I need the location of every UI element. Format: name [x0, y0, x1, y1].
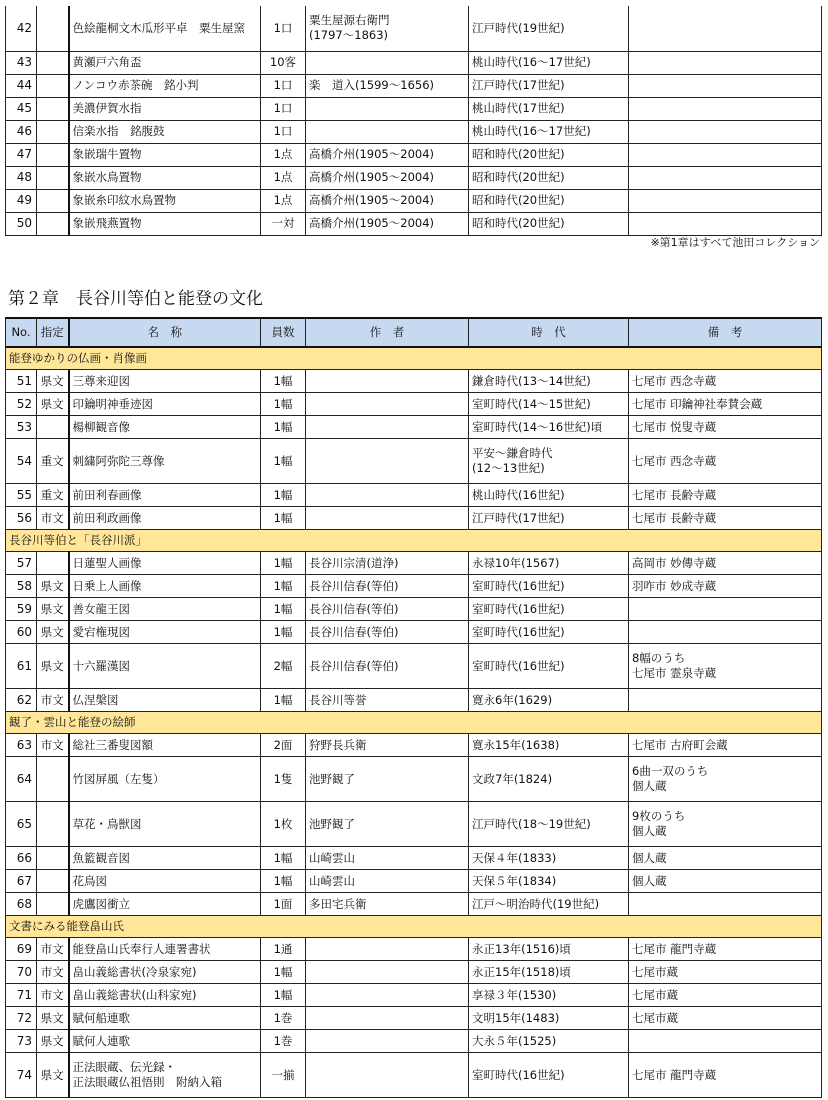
chapter2-table	[5, 317, 822, 1098]
cell-period: 文明15年(1483)	[469, 1007, 629, 1030]
cell-designation: 市文	[37, 507, 69, 530]
cell-quantity: 1幅	[261, 984, 306, 1007]
cell-author: 長谷川信春(等伯)	[306, 598, 469, 621]
cell-note: 七尾市 西念寺蔵	[629, 370, 822, 393]
table-row	[6, 212, 822, 235]
cell-name: 三尊来迎図	[69, 370, 261, 393]
cell-designation	[37, 74, 69, 97]
header-no: No.	[6, 318, 37, 347]
chapter1-footnote: ※第1章はすべて池田コレクション	[650, 236, 820, 249]
cell-name: 畠山義総書状(山科家宛)	[69, 984, 261, 1007]
cell-no: 52	[6, 393, 37, 416]
cell-period: 享禄３年(1530)	[469, 984, 629, 1007]
cell-quantity: 一対	[261, 212, 306, 235]
table-row	[6, 689, 822, 712]
cell-note: 七尾市蔵	[629, 1007, 822, 1030]
cell-no: 51	[6, 370, 37, 393]
table-row	[6, 74, 822, 97]
header-author: 作 者	[306, 318, 469, 347]
cell-designation	[37, 6, 69, 51]
cell-no: 69	[6, 938, 37, 961]
table-row	[6, 870, 822, 893]
cell-designation: 市文	[37, 961, 69, 984]
cell-designation	[37, 97, 69, 120]
cell-name: 賦何人連歌	[69, 1030, 261, 1053]
cell-designation: 県文	[37, 598, 69, 621]
cell-name: 印鑰明神垂迹図	[69, 393, 261, 416]
cell-period: 桃山時代(16世紀)	[469, 484, 629, 507]
cell-author	[306, 938, 469, 961]
cell-note: 七尾市蔵	[629, 961, 822, 984]
table-row	[6, 552, 822, 575]
cell-name: 善女龍王図	[69, 598, 261, 621]
cell-name: 信楽水指 銘腹鼓	[69, 120, 261, 143]
cell-period: 天保５年(1834)	[469, 870, 629, 893]
cell-author: 高橋介州(1905～2004)	[306, 143, 469, 166]
cell-name: 前田利春画像	[69, 484, 261, 507]
cell-author	[306, 1007, 469, 1030]
cell-designation: 県文	[37, 393, 69, 416]
cell-no: 45	[6, 97, 37, 120]
cell-quantity: 2幅	[261, 644, 306, 689]
cell-name: 草花・鳥獣図	[69, 802, 261, 847]
cell-quantity: 1幅	[261, 961, 306, 984]
cell-note: 9枚のうち 個人蔵	[629, 802, 822, 847]
cell-quantity: 1巻	[261, 1030, 306, 1053]
cell-name: 黄瀬戸六角盃	[69, 51, 261, 74]
cell-no: 56	[6, 507, 37, 530]
cell-note: 七尾市 悦叟寺蔵	[629, 416, 822, 439]
cell-no: 43	[6, 51, 37, 74]
cell-period: 江戸時代(17世紀)	[469, 507, 629, 530]
cell-period: 室町時代(16世紀)	[469, 644, 629, 689]
table-row	[6, 6, 822, 51]
cell-name: 美濃伊賀水指	[69, 97, 261, 120]
cell-author: 池野観了	[306, 802, 469, 847]
cell-no: 61	[6, 644, 37, 689]
cell-name: 畠山義総書状(冷泉家宛)	[69, 961, 261, 984]
cell-no: 50	[6, 212, 37, 235]
cell-author: 長谷川信春(等伯)	[306, 621, 469, 644]
cell-designation: 県文	[37, 621, 69, 644]
cell-period: 室町時代(16世紀)	[469, 575, 629, 598]
table-row	[6, 575, 822, 598]
cell-period: 桃山時代(17世紀)	[469, 97, 629, 120]
cell-note: 七尾市 長齢寺蔵	[629, 507, 822, 530]
cell-no: 67	[6, 870, 37, 893]
table-row	[6, 120, 822, 143]
cell-period: 江戸時代(17世紀)	[469, 74, 629, 97]
cell-period: 永正13年(1516)頃	[469, 938, 629, 961]
chapter1-table	[5, 6, 822, 236]
cell-no: 42	[6, 6, 37, 51]
cell-no: 53	[6, 416, 37, 439]
cell-note	[629, 143, 822, 166]
cell-period: 桃山時代(16～17世紀)	[469, 51, 629, 74]
cell-note	[629, 97, 822, 120]
cell-name: 象嵌水鳥置物	[69, 166, 261, 189]
cell-quantity: 1点	[261, 166, 306, 189]
cell-quantity: 2面	[261, 734, 306, 757]
cell-name: 前田利政画像	[69, 507, 261, 530]
cell-quantity: 1点	[261, 189, 306, 212]
cell-period: 寛永15年(1638)	[469, 734, 629, 757]
cell-no: 44	[6, 74, 37, 97]
cell-note	[629, 166, 822, 189]
cell-period: 室町時代(16世紀)	[469, 621, 629, 644]
cell-quantity: 1点	[261, 143, 306, 166]
cell-period: 昭和時代(20世紀)	[469, 189, 629, 212]
cell-author: 山崎雲山	[306, 870, 469, 893]
cell-quantity: 1隻	[261, 757, 306, 802]
cell-author	[306, 1030, 469, 1053]
cell-note: 8幅のうち 七尾市 霊泉寺蔵	[629, 644, 822, 689]
section-title: 文書にみる能登畠山氏	[6, 916, 822, 938]
cell-quantity: 1枚	[261, 802, 306, 847]
header-note: 備 考	[629, 318, 822, 347]
cell-quantity: 1幅	[261, 393, 306, 416]
cell-author	[306, 439, 469, 484]
cell-name: 花鳥図	[69, 870, 261, 893]
cell-no: 73	[6, 1030, 37, 1053]
cell-no: 46	[6, 120, 37, 143]
cell-quantity: 一揃	[261, 1053, 306, 1098]
table-row	[6, 1053, 822, 1098]
cell-period: 室町時代(16世紀)	[469, 598, 629, 621]
cell-quantity: 1幅	[261, 598, 306, 621]
cell-period: 寛永6年(1629)	[469, 689, 629, 712]
cell-author: 楽 道入(1599～1656)	[306, 74, 469, 97]
cell-author	[306, 416, 469, 439]
cell-no: 59	[6, 598, 37, 621]
table-row	[6, 143, 822, 166]
cell-designation	[37, 143, 69, 166]
table-row	[6, 598, 822, 621]
cell-author: 長谷川等誉	[306, 689, 469, 712]
cell-note	[629, 120, 822, 143]
cell-quantity: 1口	[261, 6, 306, 51]
cell-note	[629, 189, 822, 212]
cell-note: 七尾市 龍門寺蔵	[629, 1053, 822, 1098]
cell-note	[629, 74, 822, 97]
table-row	[6, 734, 822, 757]
cell-designation: 県文	[37, 370, 69, 393]
header-name: 名 称	[69, 318, 261, 347]
table-row	[6, 370, 822, 393]
cell-designation	[37, 552, 69, 575]
cell-period: 室町時代(14～15世紀)	[469, 393, 629, 416]
cell-author: 高橋介州(1905～2004)	[306, 212, 469, 235]
cell-name: 仏涅槃図	[69, 689, 261, 712]
cell-no: 63	[6, 734, 37, 757]
cell-designation	[37, 893, 69, 916]
cell-note	[629, 212, 822, 235]
cell-quantity: 1幅	[261, 870, 306, 893]
cell-designation	[37, 870, 69, 893]
table-row	[6, 416, 822, 439]
cell-period: 天保４年(1833)	[469, 847, 629, 870]
cell-name: 日乗上人画像	[69, 575, 261, 598]
cell-note: 七尾市 印鑰神社奉賛会蔵	[629, 393, 822, 416]
cell-note	[629, 621, 822, 644]
section-row	[6, 530, 822, 552]
section-title: 観了・雲山と能登の絵師	[6, 712, 822, 734]
cell-author: 狩野長兵衛	[306, 734, 469, 757]
cell-designation: 市文	[37, 984, 69, 1007]
cell-no: 65	[6, 802, 37, 847]
cell-note	[629, 51, 822, 74]
cell-name: 刺繍阿弥陀三尊像	[69, 439, 261, 484]
cell-author	[306, 393, 469, 416]
cell-author	[306, 120, 469, 143]
cell-no: 74	[6, 1053, 37, 1098]
cell-author: 長谷川信春(等伯)	[306, 644, 469, 689]
cell-quantity: 1幅	[261, 507, 306, 530]
cell-name: 象嵌瑞牛置物	[69, 143, 261, 166]
cell-no: 66	[6, 847, 37, 870]
cell-no: 57	[6, 552, 37, 575]
table-row	[6, 961, 822, 984]
cell-period: 江戸時代(18～19世紀)	[469, 802, 629, 847]
cell-designation: 県文	[37, 644, 69, 689]
table-row	[6, 802, 822, 847]
cell-note: 七尾市 古府町会蔵	[629, 734, 822, 757]
cell-author	[306, 1053, 469, 1098]
cell-quantity: 1面	[261, 893, 306, 916]
header-quantity: 員数	[261, 318, 306, 347]
cell-name: 象嵌糸印紋水鳥置物	[69, 189, 261, 212]
cell-author	[306, 370, 469, 393]
cell-designation	[37, 51, 69, 74]
cell-note: 個人蔵	[629, 847, 822, 870]
cell-designation: 重文	[37, 484, 69, 507]
table-row	[6, 644, 822, 689]
cell-no: 49	[6, 189, 37, 212]
cell-quantity: 1通	[261, 938, 306, 961]
cell-name: 楊柳観音像	[69, 416, 261, 439]
table-row	[6, 393, 822, 416]
cell-author: 多田宅兵衛	[306, 893, 469, 916]
cell-period: 永禄10年(1567)	[469, 552, 629, 575]
cell-quantity: 1幅	[261, 847, 306, 870]
cell-period: 鎌倉時代(13～14世紀)	[469, 370, 629, 393]
table-row	[6, 1007, 822, 1030]
cell-note	[629, 689, 822, 712]
table-row	[6, 621, 822, 644]
cell-no: 58	[6, 575, 37, 598]
cell-author: 池野観了	[306, 757, 469, 802]
table-header-row	[6, 318, 822, 347]
cell-designation	[37, 166, 69, 189]
cell-period: 室町時代(14～16世紀)頃	[469, 416, 629, 439]
table-row	[6, 439, 822, 484]
cell-period: 室町時代(16世紀)	[469, 1053, 629, 1098]
cell-name: 虎鷹図衝立	[69, 893, 261, 916]
table-row	[6, 166, 822, 189]
cell-quantity: 10客	[261, 51, 306, 74]
cell-designation: 県文	[37, 1007, 69, 1030]
cell-designation: 市文	[37, 734, 69, 757]
cell-no: 55	[6, 484, 37, 507]
cell-name: 能登畠山氏奉行人連署書状	[69, 938, 261, 961]
cell-designation: 市文	[37, 938, 69, 961]
cell-name: 愛宕権現図	[69, 621, 261, 644]
cell-note: 七尾市蔵	[629, 984, 822, 1007]
cell-author: 長谷川宗清(道浄)	[306, 552, 469, 575]
cell-no: 48	[6, 166, 37, 189]
cell-no: 62	[6, 689, 37, 712]
cell-note	[629, 1030, 822, 1053]
table-row	[6, 484, 822, 507]
cell-quantity: 1幅	[261, 484, 306, 507]
header-period: 時 代	[469, 318, 629, 347]
section-row	[6, 916, 822, 938]
cell-author: 高橋介州(1905～2004)	[306, 189, 469, 212]
header-designation: 指定	[37, 318, 69, 347]
cell-name: 色絵龍桐文木瓜形平卓 粟生屋窯	[69, 6, 261, 51]
table-row	[6, 938, 822, 961]
cell-author: 高橋介州(1905～2004)	[306, 166, 469, 189]
cell-no: 71	[6, 984, 37, 1007]
table-row	[6, 984, 822, 1007]
table-row	[6, 51, 822, 74]
cell-no: 72	[6, 1007, 37, 1030]
section-title: 長谷川等伯と「長谷川派」	[6, 530, 822, 552]
cell-period: 江戸時代(19世紀)	[469, 6, 629, 51]
cell-period: 桃山時代(16～17世紀)	[469, 120, 629, 143]
cell-designation: 市文	[37, 689, 69, 712]
table-row	[6, 847, 822, 870]
chapter2-title: 第２章 長谷川等伯と能登の文化	[8, 289, 263, 309]
cell-author: 長谷川信春(等伯)	[306, 575, 469, 598]
section-row	[6, 712, 822, 734]
cell-no: 60	[6, 621, 37, 644]
cell-no: 47	[6, 143, 37, 166]
cell-quantity: 1幅	[261, 552, 306, 575]
cell-period: 平安～鎌倉時代 (12～13世紀)	[469, 439, 629, 484]
cell-designation: 県文	[37, 575, 69, 598]
cell-name: 象嵌飛燕置物	[69, 212, 261, 235]
cell-author	[306, 97, 469, 120]
cell-note	[629, 598, 822, 621]
cell-quantity: 1幅	[261, 621, 306, 644]
cell-period: 昭和時代(20世紀)	[469, 166, 629, 189]
table-row	[6, 893, 822, 916]
cell-name: 十六羅漢図	[69, 644, 261, 689]
cell-no: 54	[6, 439, 37, 484]
section-row	[6, 347, 822, 370]
cell-no: 64	[6, 757, 37, 802]
cell-designation	[37, 416, 69, 439]
table-row	[6, 757, 822, 802]
cell-author: 粟生屋源右衛門 (1797～1863)	[306, 6, 469, 51]
cell-name: 魚籃観音図	[69, 847, 261, 870]
cell-note: 七尾市 長齢寺蔵	[629, 484, 822, 507]
cell-quantity: 1幅	[261, 416, 306, 439]
cell-quantity: 1幅	[261, 439, 306, 484]
cell-no: 68	[6, 893, 37, 916]
cell-designation	[37, 847, 69, 870]
cell-period: 文政7年(1824)	[469, 757, 629, 802]
section-title: 能登ゆかりの仏画・肖像画	[6, 347, 822, 370]
table-row	[6, 189, 822, 212]
cell-name: 日蓮聖人画像	[69, 552, 261, 575]
cell-quantity: 1口	[261, 97, 306, 120]
cell-designation: 重文	[37, 439, 69, 484]
cell-author	[306, 961, 469, 984]
cell-quantity: 1幅	[261, 370, 306, 393]
cell-author	[306, 51, 469, 74]
cell-designation	[37, 212, 69, 235]
cell-period: 永正15年(1518)頃	[469, 961, 629, 984]
cell-designation	[37, 802, 69, 847]
cell-quantity: 1巻	[261, 1007, 306, 1030]
cell-designation	[37, 757, 69, 802]
cell-note: 個人蔵	[629, 870, 822, 893]
table-row	[6, 97, 822, 120]
cell-note: 6曲一双のうち 個人蔵	[629, 757, 822, 802]
cell-designation	[37, 120, 69, 143]
cell-note: 七尾市 西念寺蔵	[629, 439, 822, 484]
cell-name: ノンコウ赤茶碗 銘小判	[69, 74, 261, 97]
cell-name: 賦何船連歌	[69, 1007, 261, 1030]
cell-quantity: 1幅	[261, 689, 306, 712]
cell-author	[306, 507, 469, 530]
cell-quantity: 1幅	[261, 575, 306, 598]
cell-designation	[37, 189, 69, 212]
table-row	[6, 507, 822, 530]
cell-quantity: 1口	[261, 74, 306, 97]
cell-note	[629, 6, 822, 51]
cell-note: 高岡市 妙傳寺蔵	[629, 552, 822, 575]
cell-designation: 県文	[37, 1053, 69, 1098]
cell-period: 江戸～明治時代(19世紀)	[469, 893, 629, 916]
cell-author: 山崎雲山	[306, 847, 469, 870]
cell-note	[629, 893, 822, 916]
cell-name: 総社三番叟図額	[69, 734, 261, 757]
cell-note: 七尾市 龍門寺蔵	[629, 938, 822, 961]
cell-author	[306, 484, 469, 507]
cell-name: 正法眼蔵、伝光録・ 正法眼蔵仏祖悟則 附納入箱	[69, 1053, 261, 1098]
cell-designation: 県文	[37, 1030, 69, 1053]
cell-note: 羽咋市 妙成寺蔵	[629, 575, 822, 598]
cell-period: 昭和時代(20世紀)	[469, 143, 629, 166]
cell-author	[306, 984, 469, 1007]
table-row	[6, 1030, 822, 1053]
cell-period: 大永５年(1525)	[469, 1030, 629, 1053]
cell-no: 70	[6, 961, 37, 984]
cell-period: 昭和時代(20世紀)	[469, 212, 629, 235]
cell-name: 竹図屏風（左隻）	[69, 757, 261, 802]
cell-quantity: 1口	[261, 120, 306, 143]
